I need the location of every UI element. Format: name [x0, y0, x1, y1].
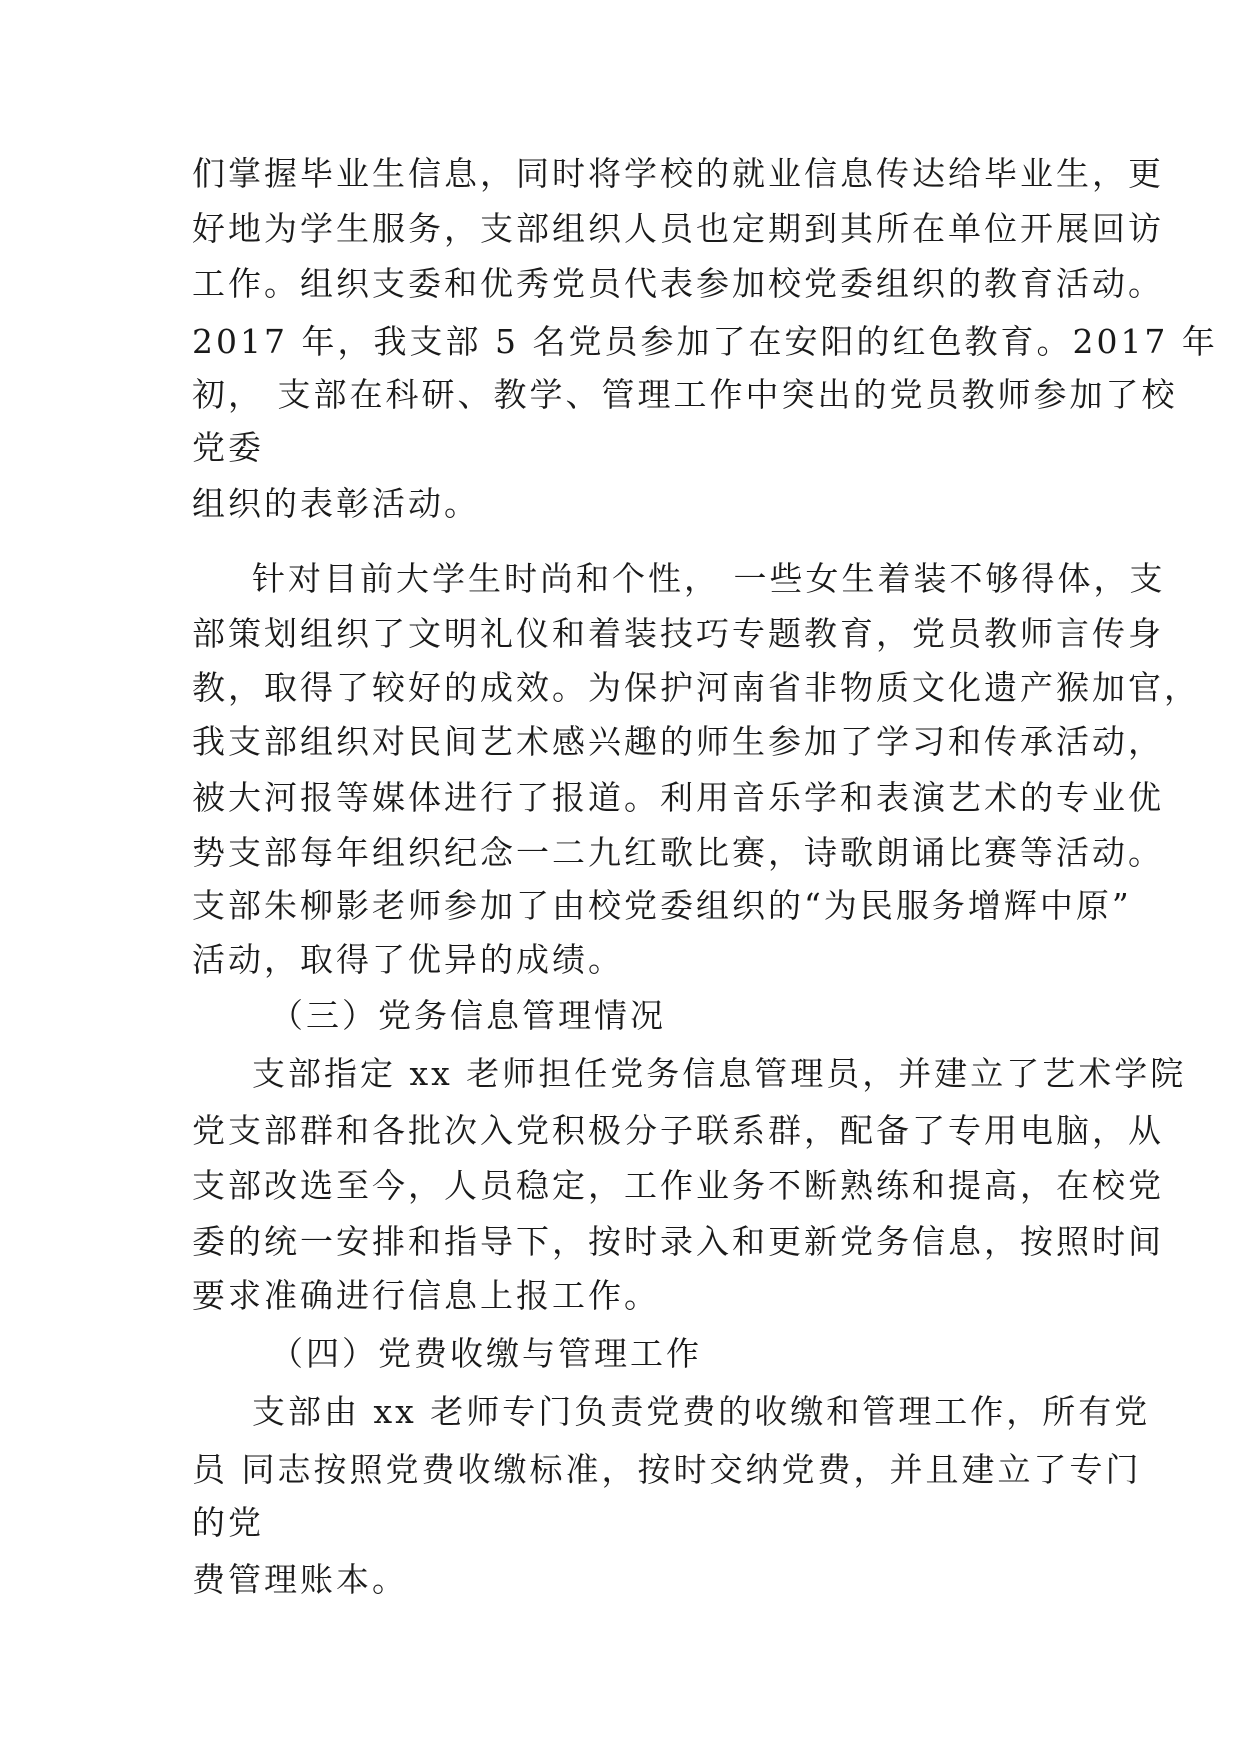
body-text-line: 活动，取得了优异的成绩。 — [192, 940, 624, 979]
body-text-line: 教，取得了较好的成效。为保护河南省非物质文化遗产猴加官， — [192, 668, 1200, 707]
body-text-line: 初， 支部在科研、教学、管理工作中突出的党员教师参加了校 — [192, 375, 1178, 414]
body-text-line: 我支部组织对民间艺术感兴趣的师生参加了学习和传承活动， — [192, 722, 1164, 761]
body-text-line: 支部朱柳影老师参加了由校党委组织的“为民服务增辉中原” — [192, 886, 1132, 925]
body-text-line: 党支部群和各批次入党积极分子联系群，配备了专用电脑，从 — [192, 1111, 1164, 1150]
body-text-line: 部策划组织了文明礼仪和着装技巧专题教育，党员教师言传身 — [192, 614, 1164, 653]
body-text-line: 要求准确进行信息上报工作。 — [192, 1276, 660, 1315]
body-text-line: 的党 — [192, 1503, 264, 1542]
section-heading: （三）党务信息管理情况 — [270, 996, 666, 1035]
body-text-line: 员 同志按照党费收缴标准，按时交纳党费，并且建立了专门 — [192, 1450, 1142, 1489]
body-text-line: 好地为学生服务，支部组织人员也定期到其所在单位开展回访 — [192, 209, 1164, 248]
body-text-line: 2017 年，我支部 5 名党员参加了在安阳的红色教育。2017 年 — [192, 322, 1218, 361]
section-heading: （四）党费收缴与管理工作 — [270, 1334, 702, 1373]
body-text-line: 支部由 xx 老师专门负责党费的收缴和管理工作，所有党 — [252, 1392, 1151, 1431]
body-text-line: 被大河报等媒体进行了报道。利用音乐学和表演艺术的专业优 — [192, 778, 1164, 817]
body-text-line: 费管理账本。 — [192, 1560, 408, 1599]
body-text-line: 支部改选至今，人员稳定，工作业务不断熟练和提高，在校党 — [192, 1166, 1164, 1205]
body-text-line: 们掌握毕业生信息，同时将学校的就业信息传达给毕业生，更 — [192, 154, 1164, 193]
body-text-line: 党委 — [192, 428, 264, 467]
body-text-line: 委的统一安排和指导下，按时录入和更新党务信息，按照时间 — [192, 1222, 1164, 1261]
body-text-line: 支部指定 xx 老师担任党务信息管理员，并建立了艺术学院 — [252, 1054, 1187, 1093]
body-text-line: 势支部每年组织纪念一二九红歌比赛，诗歌朗诵比赛等活动。 — [192, 833, 1164, 872]
body-text-line: 工作。组织支委和优秀党员代表参加校党委组织的教育活动。 — [192, 264, 1164, 303]
body-text-line: 组织的表彰活动。 — [192, 484, 480, 523]
body-text-line: 针对目前大学生时尚和个性， 一些女生着装不够得体，支 — [252, 559, 1166, 598]
